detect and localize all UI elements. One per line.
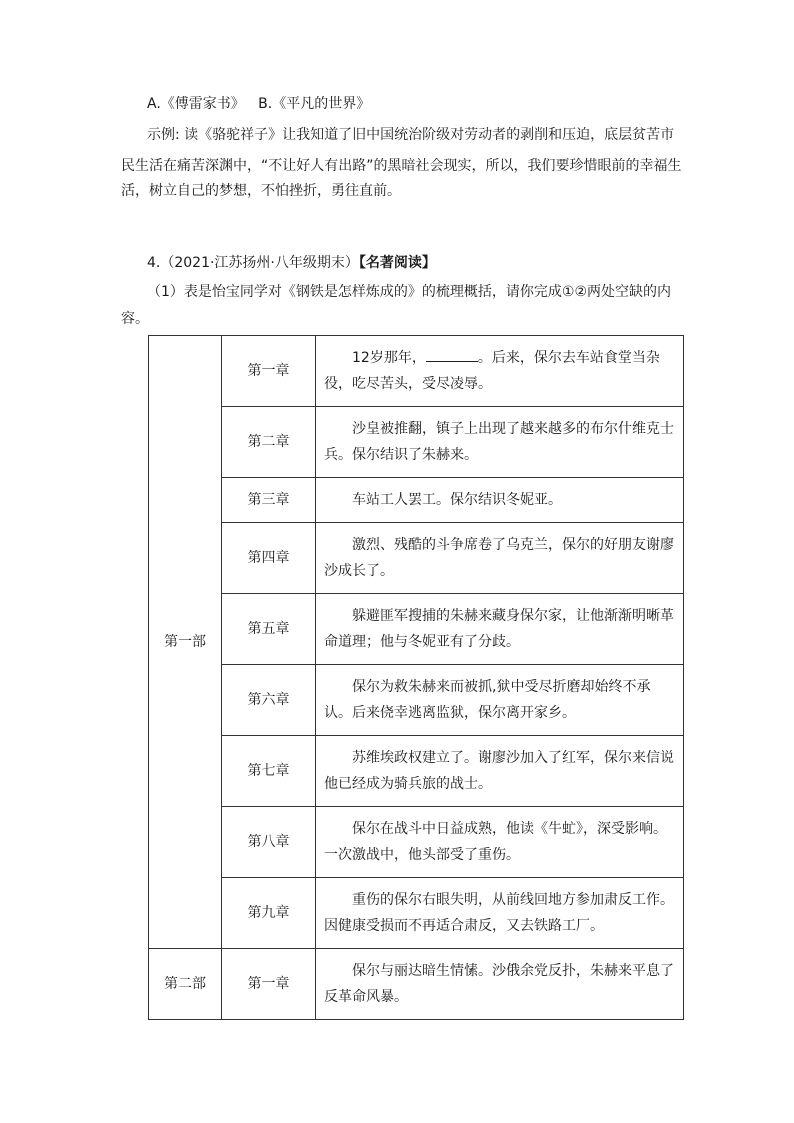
question-source: 4.（2021·江苏扬州·八年级期末）: [147, 255, 359, 271]
summary-cell: 重伤的保尔右眼失明，从前线回地方参加肃反工作。因健康受损而不再适合肃反，又去铁路工厂。: [316, 878, 684, 949]
choice-a: A.《傅雷家书》: [147, 96, 245, 112]
answer-blank[interactable]: [426, 345, 478, 362]
part-two-cell: 第二部: [149, 949, 222, 1020]
chapter-cell: 第三章: [222, 478, 316, 523]
chapter-cell: 第七章: [222, 736, 316, 807]
summary-cell: 沙皇被推翻，镇子上出现了越来越多的布尔什维克士兵。保尔结识了朱赫来。: [316, 407, 684, 478]
chapter-cell: 第二章: [222, 407, 316, 478]
chapter-cell: 第五章: [222, 594, 316, 665]
summary-cell: [316, 336, 684, 407]
sample-answer-line-1: 示例: 读《骆驼祥子》让我知道了旧中国统治阶级对劳动者的剥削和压迫，底层贫苦市: [147, 127, 675, 143]
summary-cell: 激烈、残酷的斗争席卷了乌克兰，保尔的好朋友谢廖沙成长了。: [316, 523, 684, 594]
chapter-cell: 第一章: [222, 949, 316, 1020]
chapter-cell: 第八章: [222, 807, 316, 878]
sample-answer-line-2: 民生活在痛苦深渊中，“不让好人有出路”的黑暗社会现实，所以，我们要珍惜眼前的幸福生: [121, 158, 682, 174]
summary-cell: 保尔与丽达暗生情愫。沙俄余党反扑，朱赫来平息了反革命风暴。: [316, 949, 684, 1020]
choice-b: B.《平凡的世界》: [258, 96, 371, 112]
summary-cell: 保尔为救朱赫来而被抓,狱中受尽折磨却始终不承认。后来侥幸逃离监狱，保尔离开家乡。: [316, 665, 684, 736]
question-prompt-line-1: （1）表是怡宝同学对《钢铁是怎样炼成的》的梳理概括，请你完成①②两处空缺的内: [147, 284, 672, 300]
chapter-cell: 第六章: [222, 665, 316, 736]
answer-choices: [147, 94, 370, 114]
table-row: [149, 807, 684, 878]
chapter-cell: 第四章: [222, 523, 316, 594]
sample-answer-line-3: 活，树立自己的梦想，不怕挫折，勇往直前。: [121, 183, 401, 199]
summary-cell: 躲避匪军搜捕的朱赫来藏身保尔家，让他渐渐明晰革命道理；他与冬妮亚有了分歧。: [316, 594, 684, 665]
summary-suffix: 。后来，保尔去车站食堂当杂役，吃尽苦头，受尽凌辱。: [324, 350, 660, 392]
table-row: [149, 336, 684, 407]
table-row: [149, 478, 684, 523]
question-tag: 【名著阅读】: [358, 255, 436, 271]
table-row: [149, 949, 684, 1020]
chapter-cell: 第九章: [222, 878, 316, 949]
summary-cell: 保尔在战斗中日益成熟，他读《牛虻》，深受影响。一次激战中，他头部受了重伤。: [316, 807, 684, 878]
part-one-cell: 第一部: [149, 336, 222, 949]
question-title: [147, 253, 436, 273]
chapter-cell: 第一章: [222, 336, 316, 407]
question-prompt-line-2: 容。: [121, 311, 149, 327]
summary-prefix: 12岁那年，: [352, 350, 426, 366]
table-row: [149, 736, 684, 807]
table-row: [149, 523, 684, 594]
table-row: [149, 665, 684, 736]
summary-cell: 车站工人罢工。保尔结识冬妮亚。: [316, 478, 684, 523]
table-row: [149, 407, 684, 478]
chapter-summary-table: [148, 335, 684, 1020]
table-row: [149, 878, 684, 949]
table-row: [149, 594, 684, 665]
summary-cell: 苏维埃政权建立了。谢廖沙加入了红军，保尔来信说他已经成为骑兵旅的战士。: [316, 736, 684, 807]
